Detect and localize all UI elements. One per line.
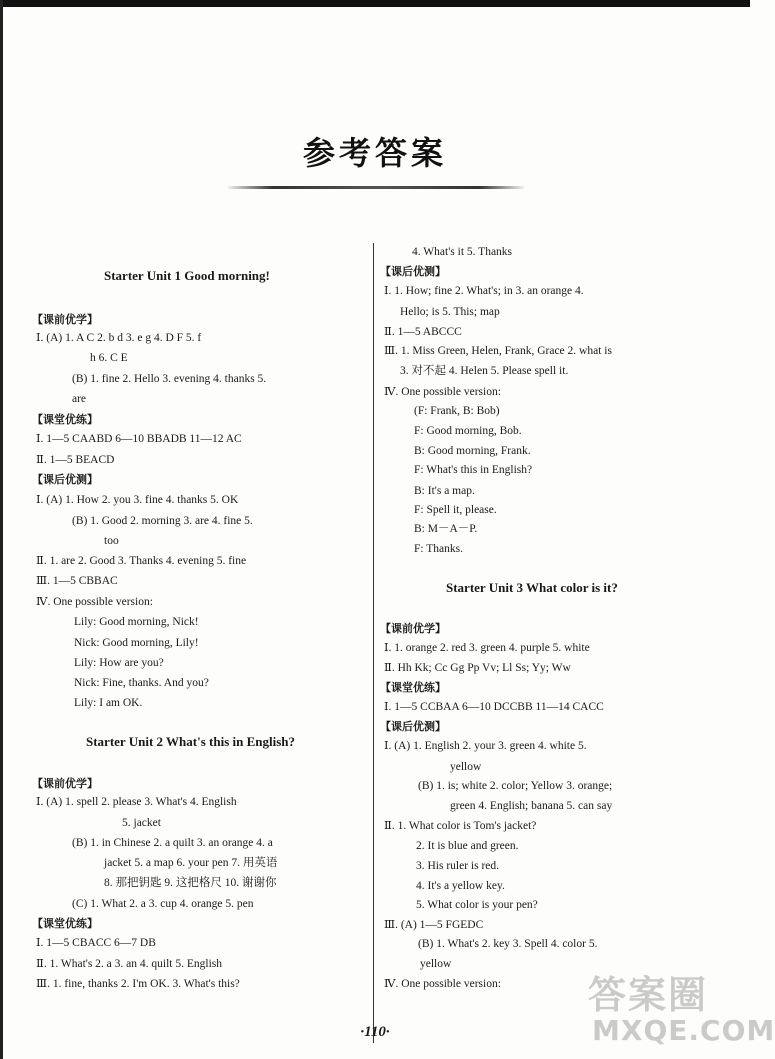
answer-line: Ⅳ. One possible version: bbox=[36, 596, 153, 608]
section-label: 【课前优学】 bbox=[32, 313, 98, 326]
section-label: 【课后优测】 bbox=[32, 473, 98, 486]
answer-line: Ⅱ. Hh Kk; Cc Gg Pp Vv; Ll Ss; Yy; Ww bbox=[384, 662, 571, 674]
answer-line: Ⅱ. 1. What color is Tom's jacket? bbox=[384, 820, 537, 832]
answer-line: Ⅰ. (A) 1. How 2. you 3. fine 4. thanks 5. OK bbox=[36, 494, 239, 506]
answer-line: (B) 1. Good 2. morning 3. are 4. fine 5. bbox=[72, 515, 253, 527]
answer-line: F: What's this in English? bbox=[414, 464, 533, 476]
answer-line: 3. His ruler is red. bbox=[416, 860, 500, 872]
answer-line: 5. jacket bbox=[122, 817, 161, 829]
answer-line: (C) 1. What 2. a 3. cup 4. orange 5. pen bbox=[72, 898, 254, 910]
answer-line: 5. What color is your pen? bbox=[416, 899, 538, 911]
answer-line: Lily: I am OK. bbox=[74, 697, 143, 709]
answer-line: Ⅱ. 1. are 2. Good 3. Thanks 4. evening 5. fine bbox=[36, 555, 247, 567]
top-border bbox=[0, 0, 750, 7]
answer-line: Ⅱ. 1—5 BEACD bbox=[36, 454, 115, 466]
answer-line: h 6. C E bbox=[90, 352, 128, 364]
answer-line: F: Thanks. bbox=[414, 543, 463, 555]
answer-line: 3. 对不起 4. Helen 5. Please spell it. bbox=[400, 365, 569, 377]
answer-line: B: It's a map. bbox=[414, 485, 475, 497]
answer-line: (B) 1. What's 2. key 3. Spell 4. color 5. bbox=[418, 938, 598, 950]
answer-line: too bbox=[104, 535, 119, 547]
section-label: 【课前优学】 bbox=[32, 777, 98, 790]
answer-line: 4. What's it 5. Thanks bbox=[412, 246, 513, 258]
answer-line: F: Spell it, please. bbox=[414, 504, 497, 516]
answer-line: Ⅰ. 1—5 CCBAA 6—10 DCCBB 11—14 CACC bbox=[384, 701, 604, 713]
answer-line: Ⅰ. 1—5 CBACC 6—7 DB bbox=[36, 937, 156, 949]
page-title: 参考答案 bbox=[302, 134, 447, 172]
watermark-url: MXQE.COM bbox=[592, 1014, 775, 1047]
section-label: 【课堂优练】 bbox=[32, 917, 98, 930]
answer-line: jacket 5. a map 6. your pen 7. 用英语 bbox=[104, 857, 278, 869]
title-divider bbox=[228, 186, 524, 189]
answer-line: (B) 1. fine 2. Hello 3. evening 4. thanks 5. bbox=[72, 373, 267, 385]
answer-line: yellow bbox=[420, 958, 452, 970]
answer-line: Lily: How are you? bbox=[74, 657, 164, 669]
answer-line: Ⅲ. 1. Miss Green, Helen, Frank, Grace 2. what is bbox=[384, 345, 612, 357]
watermark-text: 答案圈 bbox=[588, 973, 709, 1017]
section-label: 【课后优测】 bbox=[380, 720, 446, 733]
unit1-title: Starter Unit 1 Good morning! bbox=[104, 268, 270, 283]
answer-line: Ⅰ. 1. orange 2. red 3. green 4. purple 5. white bbox=[384, 642, 590, 654]
answer-line: Hello; is 5. This; map bbox=[400, 306, 500, 318]
answer-line: Nick: Good morning, Lily! bbox=[74, 637, 199, 649]
answer-line: Ⅲ. 1—5 CBBAC bbox=[36, 575, 118, 587]
answer-line: 8. 那把钥匙 9. 这把格尺 10. 谢谢你 bbox=[104, 877, 277, 889]
page-number: ·110· bbox=[360, 1024, 390, 1040]
column-divider bbox=[373, 243, 374, 1043]
answer-line: are bbox=[72, 393, 87, 405]
answer-line: B: M－A－P. bbox=[414, 523, 478, 535]
answer-line: Ⅳ. One possible version: bbox=[384, 386, 501, 398]
answer-line: yellow bbox=[450, 761, 482, 773]
answer-line: 2. It is blue and green. bbox=[416, 840, 519, 852]
section-label: 【课堂优练】 bbox=[32, 413, 98, 426]
watermark-logo bbox=[584, 964, 775, 1054]
answer-line: Lily: Good morning, Nick! bbox=[74, 616, 199, 628]
answer-line: Ⅰ. (A) 1. A C 2. b d 3. e g 4. D F 5. f bbox=[36, 332, 202, 344]
answer-line: Ⅰ. (A) 1. English 2. your 3. green 4. white 5. bbox=[384, 740, 587, 752]
section-label: 【课后优测】 bbox=[380, 265, 446, 278]
answer-line: (B) 1. in Chinese 2. a quilt 3. an orange 4. a bbox=[72, 837, 273, 849]
answer-line: Ⅱ. 1—5 ABCCC bbox=[384, 326, 462, 338]
answer-line: Ⅰ. 1. How; fine 2. What's; in 3. an orange 4. bbox=[384, 285, 584, 297]
answer-line: Ⅲ. 1. fine, thanks 2. I'm OK. 3. What's this? bbox=[36, 978, 240, 990]
answer-line: (B) 1. is; white 2. color; Yellow 3. orange; bbox=[418, 780, 613, 792]
answer-line: green 4. English; banana 5. can say bbox=[450, 800, 613, 812]
answer-line: Nick: Fine, thanks. And you? bbox=[74, 677, 209, 689]
answer-line: Ⅱ. 1. What's 2. a 3. an 4. quilt 5. English bbox=[36, 958, 222, 970]
answer-line: B: Good morning, Frank. bbox=[414, 445, 531, 457]
answer-line: 4. It's a yellow key. bbox=[416, 880, 505, 892]
answer-line: Ⅰ. (A) 1. spell 2. please 3. What's 4. English bbox=[36, 796, 237, 808]
answer-line: Ⅰ. 1—5 CAABD 6—10 BBADB 11—12 AC bbox=[36, 433, 242, 445]
section-label: 【课堂优练】 bbox=[380, 681, 446, 694]
answer-line: (F: Frank, B: Bob) bbox=[414, 405, 500, 417]
section-label: 【课前优学】 bbox=[380, 622, 446, 635]
unit2-title: Starter Unit 2 What's this in English? bbox=[86, 734, 296, 749]
answer-line: Ⅳ. One possible version: bbox=[384, 978, 501, 990]
unit3-title: Starter Unit 3 What color is it? bbox=[446, 580, 618, 595]
answer-line: F: Good morning, Bob. bbox=[414, 425, 522, 437]
answer-line: Ⅲ. (A) 1—5 FGEDC bbox=[384, 919, 484, 931]
